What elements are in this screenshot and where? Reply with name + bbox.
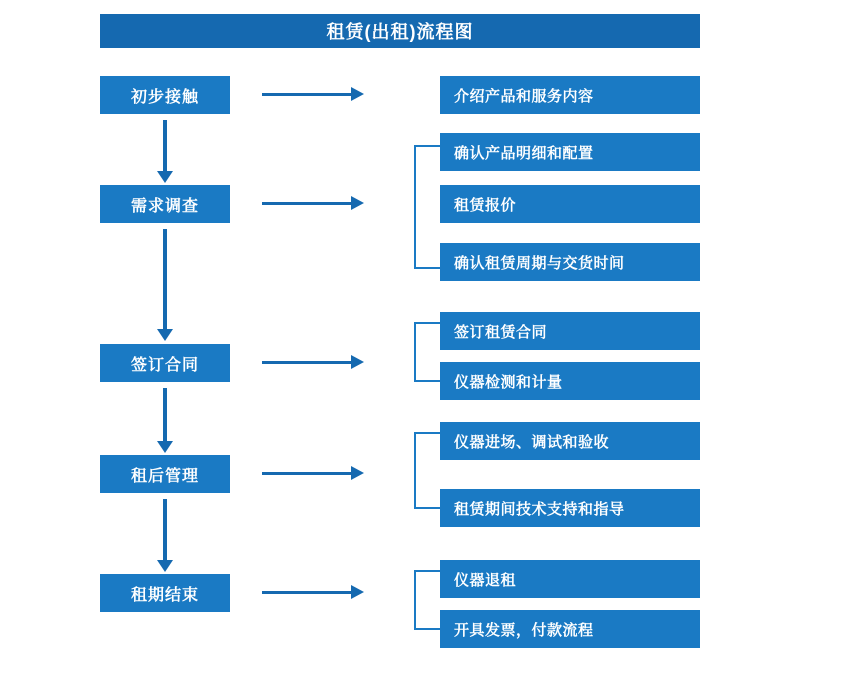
stage-box-initial-contact[interactable]: 初步接触 [100,76,230,114]
detail-box-technical-support[interactable]: 租赁期间技术支持和指导 [440,489,700,527]
bracket-post-rental-management [414,432,440,509]
horizontal-arrow-2 [262,202,352,205]
stage-box-rental-end[interactable]: 租期结束 [100,574,230,612]
detail-box-instrument-inspection[interactable]: 仪器检测和计量 [440,362,700,400]
detail-box-instrument-entry-commissioning[interactable]: 仪器进场、调试和验收 [440,422,700,460]
horizontal-arrow-3 [262,361,352,364]
stage-box-sign-contract[interactable]: 签订合同 [100,344,230,382]
horizontal-arrow-4 [262,472,352,475]
vertical-arrow-2 [163,229,167,330]
vertical-arrow-1 [163,120,167,172]
detail-box-instrument-return[interactable]: 仪器退租 [440,560,700,598]
detail-box-confirm-product-details[interactable]: 确认产品明细和配置 [440,133,700,171]
detail-box-introduce-products[interactable]: 介绍产品和服务内容 [440,76,700,114]
detail-box-confirm-rental-period[interactable]: 确认租赁周期与交货时间 [440,243,700,281]
vertical-arrow-3 [163,388,167,442]
page-title: 租赁(出租)流程图 [100,14,700,48]
stage-box-post-rental-management[interactable]: 租后管理 [100,455,230,493]
bracket-rental-end [414,570,440,630]
horizontal-arrow-5 [262,591,352,594]
bracket-needs-survey [414,145,440,269]
bracket-sign-contract [414,322,440,382]
stage-box-needs-survey[interactable]: 需求调查 [100,185,230,223]
vertical-arrow-4 [163,499,167,561]
detail-box-sign-rental-contract[interactable]: 签订租赁合同 [440,312,700,350]
horizontal-arrow-1 [262,93,352,96]
detail-box-invoice-payment[interactable]: 开具发票，付款流程 [440,610,700,648]
detail-box-rental-quotation[interactable]: 租赁报价 [440,185,700,223]
